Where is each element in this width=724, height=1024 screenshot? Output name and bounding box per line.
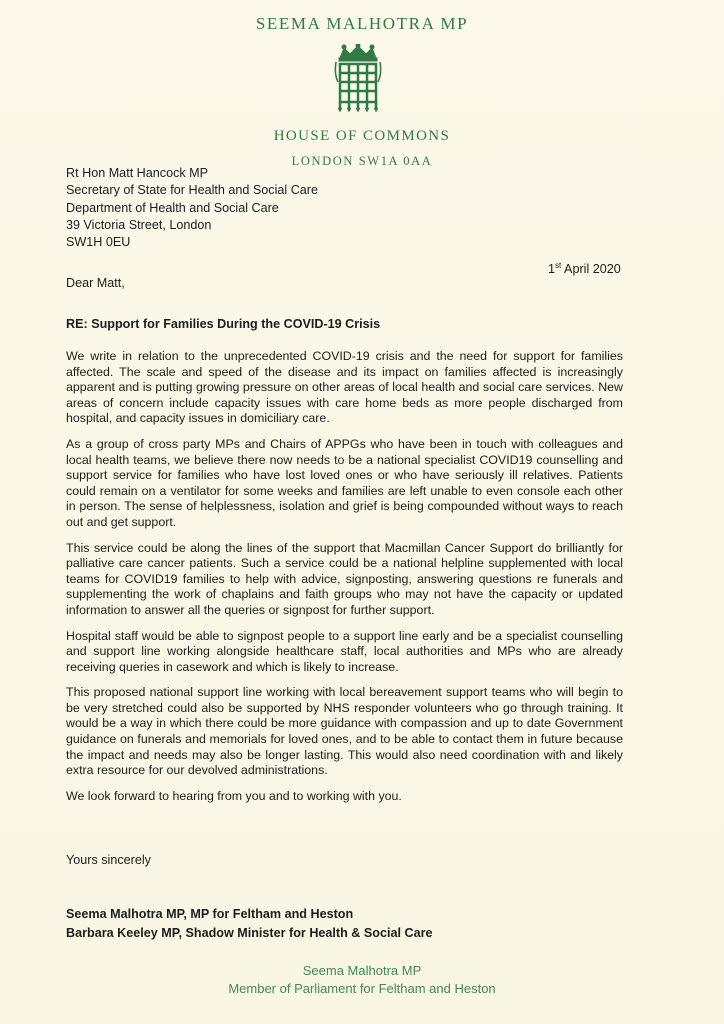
recipient-line: Secretary of State for Health and Social Care (66, 183, 319, 198)
recipient-address (66, 165, 318, 251)
signatory: Barbara Keeley MP, Shadow Minister for Health & Social Care (66, 925, 433, 940)
letter-body (66, 349, 623, 814)
recipient-line: 39 Victoria Street, London (66, 217, 212, 232)
footer-title: Member of Parliament for Feltham and Heston (228, 981, 496, 996)
recipient-line: Rt Hon Matt Hancock MP (66, 166, 209, 180)
recipient-line: Department of Health and Social Care (66, 200, 279, 215)
body-paragraph: As a group of cross party MPs and Chairs of APPGs who have been in touch with colleagues and local health teams, we believe there now needs to be a national specialist COVID19 counselling and support service for families who have lost loved ones or who have seriously ill relatives. Patients could remain on a ventilator for some weeks and families are left unable to even console each other in person. The sense of helplessness, isolation and grief is being compounded without ways to reach out and get support. (66, 436, 623, 529)
salutation: Dear Matt, (66, 276, 125, 290)
portcullis-crest-icon (330, 44, 386, 112)
date-day: 1 (548, 262, 556, 276)
letterhead-house: HOUSE OF COMMONS (273, 128, 451, 144)
date-month-year: April 2020 (561, 262, 621, 276)
letter-date (548, 262, 621, 276)
body-paragraph: This service could be along the lines of the support that Macmillan Cancer Support do brilliantly for palliative care cancer patients. Such a service could be a national helpline supplemented with local teams for COVID19 families to help with advice, signposting, answering questions re funerals and supplementing the work of chaplains and faith groups who may not have the capacity or updated information to answer all the queries or signpost for further support. (66, 540, 623, 617)
body-paragraph: We write in relation to the unprecedented COVID-19 crisis and the need for support for families affected. The scale and speed of the disease and its impact on families affected is increasingly apparent and is putting growing pressure on other areas of local health and social care services. New areas of concern include capacity issues with care home beds as more people discharged from hospital, and capacity issues in domiciliary care. (66, 349, 623, 426)
signatory: Seema Malhotra MP, MP for Feltham and Heston (66, 907, 354, 921)
footer-name: Seema Malhotra MP (302, 963, 422, 978)
body-paragraph: This proposed national support line working with local bereavement support teams who will begin to be very stretched could also be supported by NHS responder volunteers who go through training. It would be a way in which there could be more guidance with compassion and up to date Government guidance on funerals and memorials for loved ones, and to be able to contact them in future because the impact and needs may also be longer lasting. This would also need coordination with and likely extra resource for our devolved administrations. (66, 685, 623, 778)
subject-line: RE: Support for Families During the COVID-19 Crisis (66, 317, 381, 331)
letterhead-address: LONDON SW1A 0AA (291, 154, 433, 168)
signatories (66, 905, 433, 942)
letterhead-mp-name: SEEMA MALHOTRA MP (255, 14, 469, 33)
body-paragraph: Hospital staff would be able to signpost people to a support line early and be a specialist counselling and support line working alongside healthcare staff, local authorities and MPs who are already receiving queries in casework and which is likely to increase. (66, 628, 623, 674)
recipient-line: SW1H 0EU (66, 235, 131, 250)
date-suffix: st (555, 261, 562, 270)
closing: Yours sincerely (66, 853, 151, 867)
letter-footer (0, 962, 724, 998)
body-paragraph: We look forward to hearing from you and to working with you. (66, 788, 402, 803)
